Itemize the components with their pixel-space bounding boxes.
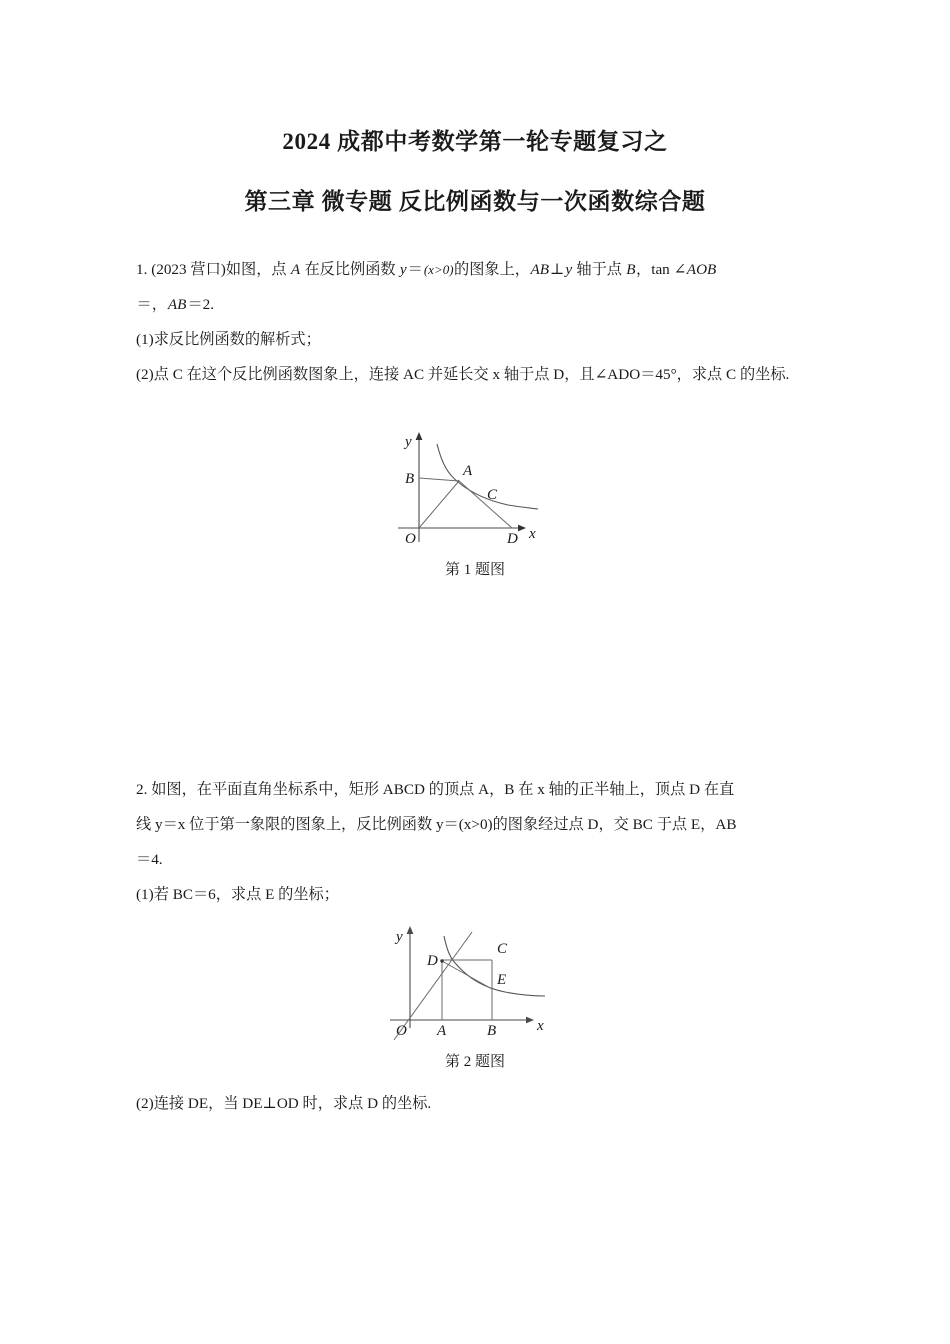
problem-1-stem-p4: 轴于点 [576, 261, 622, 278]
figure-1-label-D: D [507, 531, 518, 547]
problem-1-figure [0, 424, 950, 582]
problem-2-text [136, 772, 824, 912]
figure-1-label-A: A [463, 463, 473, 479]
figure-2-x-axis [390, 1017, 534, 1024]
problem-2-stem-line-2: 线 y＝x 位于第一象限的图象上，反比例函数 y＝(x>0)的图象经过点 D，交 BC 于点 E，AB [136, 816, 737, 833]
figure-1-label-C: C [487, 487, 498, 503]
page-title-line-2: 第三章 微专题 反比例函数与一次函数综合题 [244, 189, 706, 214]
problem-2-stem-line-3: ＝4. [136, 851, 163, 868]
figure-2-label-E: E [497, 972, 507, 988]
figure-2-svg [380, 916, 570, 1046]
figure-1-label-B: B [405, 471, 415, 487]
var-A: A [290, 261, 301, 278]
perpendicular-sign: ⊥ [550, 261, 565, 278]
problem-1-sub-1: (1)求反比例函数的解析式； [136, 331, 321, 348]
problem-1-stem [136, 252, 824, 287]
figure-2-segment-DE [442, 961, 492, 989]
problem-1-stem-p3: 的图象上， [454, 261, 530, 278]
problem-2-stem-line-1: 2. 如图，在平面直角坐标系中，矩形 ABCD 的顶点 A，B 在 x 轴的正半轴上，顶点 D 在直 [136, 781, 735, 798]
figure-2-label-C: C [497, 941, 508, 957]
var-y: y [399, 261, 407, 278]
figure-1-label-O: O [405, 531, 416, 547]
page-title-line-1: 2024 成都中考数学第一轮专题复习之 [282, 129, 668, 154]
problem-2-sub-2: (2)连接 DE，当 DE⊥OD 时，求点 D 的坐标. [136, 1095, 432, 1112]
problem-1-stem-p1: 如图，点 [225, 261, 287, 278]
figure-2-point-D-dot [440, 959, 443, 962]
problem-1-text [136, 252, 824, 392]
figure-2-hyperbola [444, 936, 545, 996]
figure-2-label-y: y [396, 929, 403, 945]
figure-1-caption: 第 1 题图 [444, 562, 505, 578]
tan-value-blank: ＝， [136, 296, 167, 313]
var-y-axis: y [565, 261, 573, 278]
figure-1-segment-OA [419, 481, 459, 528]
figure-2-label-x: x [537, 1018, 544, 1034]
segment-AB: AB [530, 261, 550, 278]
problem-1-stem-p5: ，tan ∠ [636, 261, 687, 278]
problem-2-sub-1: (1)若 BC＝6，求点 E 的坐标； [136, 886, 339, 903]
problem-1-sub-2: (2)点 C 在这个反比例函数图象上，连接 AC 并延长交 x 轴于点 D，且∠ADO＝45°，求点 C 的坐标. [136, 366, 790, 383]
figure-1-label-x: x [529, 526, 536, 542]
figure-2-y-axis [407, 926, 414, 1028]
figure-1-segment-BA [419, 478, 459, 481]
figure-2-caption: 第 2 题图 [444, 1054, 505, 1070]
angle-AOB: AOB [686, 261, 717, 278]
problem-1-number: 1. [136, 261, 148, 278]
equals-sign: ＝ [407, 261, 423, 278]
figure-2-label-B: B [487, 1023, 497, 1039]
AB-value: ＝2. [187, 296, 215, 313]
figure-2-label-D: D [427, 953, 438, 969]
problem-2-sub-2-block [136, 1086, 824, 1121]
figure-1-label-y: y [405, 434, 412, 450]
domain-condition: (x>0) [423, 262, 454, 277]
problem-2-figure [0, 916, 950, 1074]
figure-1-svg [390, 424, 560, 554]
problem-1-stem-p2: 在反比例函数 [304, 261, 396, 278]
problem-1-source: (2023 营口) [151, 261, 226, 278]
problem-1-stem-cont [136, 287, 824, 322]
segment-AB-2: AB [167, 296, 187, 313]
figure-2-label-O: O [396, 1023, 407, 1039]
figure-2-label-A: A [437, 1023, 447, 1039]
title-block [0, 126, 950, 218]
var-B: B [626, 261, 636, 278]
